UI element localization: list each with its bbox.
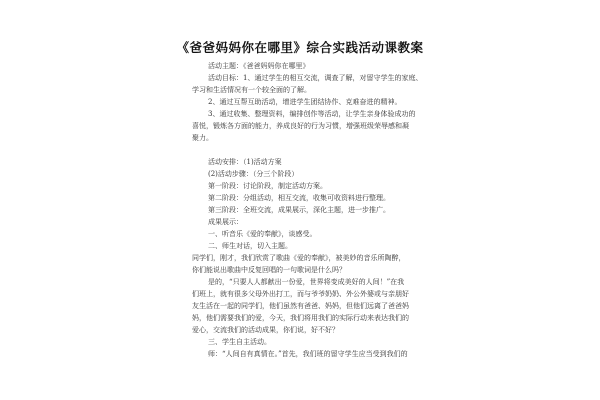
text-line: 活动主题：《爸爸妈妈你在哪里》 <box>208 62 310 70</box>
text-line: 活动安排：（1)活动方案 <box>208 158 282 166</box>
text-line: 成果展示： <box>208 218 243 226</box>
text-line: 三、学生自主活动。 <box>208 338 271 346</box>
document-body <box>192 60 423 360</box>
text-line: 活动目标：1、通过学生的相互交流，调查了解，对留守学生的家庭、 <box>208 74 423 82</box>
text-line: 一、听音乐《爱的奉献》，谈感受。 <box>208 230 317 238</box>
text-line: 第一阶段：讨论阶段，制定活动方案。 <box>208 182 327 190</box>
text-line: 2、通过互帮互助活动，增进学生团结协作、克难奋进的精神。 <box>208 98 402 106</box>
text-line: 妈，他们需要我们的爱，今天，我们将用我们的实际行动来表达我们的 <box>192 314 409 322</box>
text-line: 们班上，就有很多父母外出打工，而与爷爷奶奶、外公外婆或与亲朋好 <box>192 290 409 298</box>
text-line: 第二阶段：分组活动，相互交流，收集可收资料进行整理。 <box>208 194 390 202</box>
text-line: 友生活在一起的同学们，他们虽然有爸爸、妈妈，但他们远离了爸爸妈 <box>192 302 409 310</box>
paragraph-gap <box>192 144 412 156</box>
text-line: 学习和生活情况有一个较全面的了解。 <box>192 86 311 94</box>
text-line: 同学们，刚才，我们欣赏了歌曲《爱的奉献》，被美妙的音乐所陶醉， <box>192 254 406 262</box>
text-line: 是的，“只要人人都献出一份爱，世界将变成美好的人间！”在我 <box>208 278 405 286</box>
text-line: 你们能说出歌曲中反复回唱的一句歌词是什么吗？ <box>192 266 346 274</box>
text-line: (2)活动步骤：（分三个阶段） <box>208 170 299 178</box>
text-line: 喜悦，锻炼各方面的能力，养成良好的行为习惯，增强班级荣辱感和凝 <box>192 122 409 130</box>
text-line: 3、通过收集、整理资料，编排创作等活动，让学生亲身体验成功的 <box>208 110 416 118</box>
text-line: 聚力。 <box>192 134 213 142</box>
text-line: 师：“人间自有真情在。”首先，我们班的留守学生应当受到我们的 <box>208 350 408 358</box>
text-line: 二、师生对话，切入主题。 <box>208 242 292 250</box>
text-line: 第三阶段：全班交流，成果展示，深化主题，进一步推广。 <box>208 206 390 214</box>
text-line: 爱心，交流我们的活动成果，你们说，好不好？ <box>192 326 339 334</box>
document-title: 《爸爸妈妈你在哪里》综合实践活动课教案 <box>176 40 424 55</box>
